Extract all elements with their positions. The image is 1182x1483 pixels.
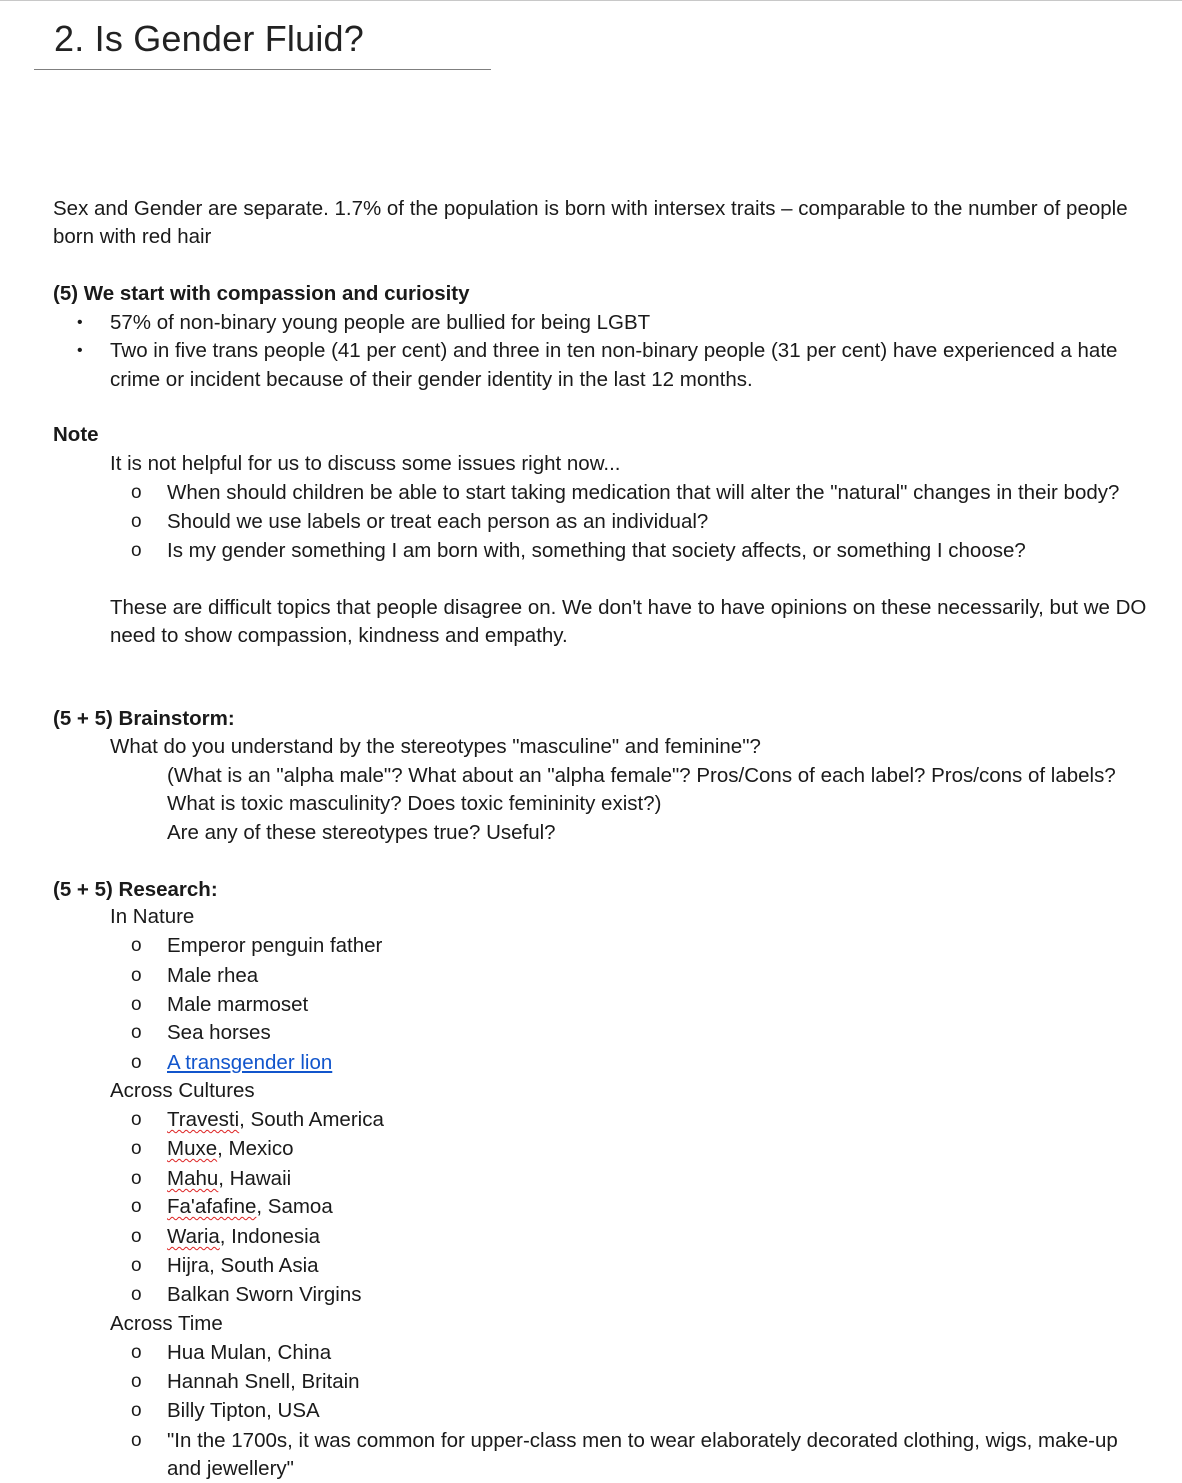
spellcheck-word: Travesti xyxy=(167,1108,240,1131)
culture-item: Travesti, South America xyxy=(167,1108,384,1131)
circle-bullet-icon: o xyxy=(131,1400,142,1421)
transgender-lion-link[interactable]: A transgender lion xyxy=(167,1051,333,1074)
section-heading-note: Note xyxy=(53,423,99,446)
page-title: 2. Is Gender Fluid? xyxy=(54,18,364,59)
bullet-item-continued: crime or incident because of their gender identity in the last 12 months. xyxy=(110,368,753,391)
spellcheck-word: Mahu xyxy=(167,1167,219,1190)
title-underline xyxy=(34,69,491,70)
bullet-item: Two in five trans people (41 per cent) and three in ten non-binary people (31 per cent) have experienced a hate xyxy=(110,339,1118,362)
brainstorm-subquestion: (What is an "alpha male"? What about an "alpha female"? Pros/Cons of each label? Pros/cons of labels? xyxy=(167,764,1116,787)
research-subheading-time: Across Time xyxy=(110,1312,223,1335)
note-item: Is my gender something I am born with, something that society affects, or something I choose? xyxy=(167,539,1026,562)
circle-bullet-icon: o xyxy=(131,965,142,986)
culture-item: Fa'afafine, Samoa xyxy=(167,1195,333,1218)
circle-bullet-icon: o xyxy=(131,1168,142,1189)
section-heading-research: (5 + 5) Research: xyxy=(53,878,218,901)
time-item: Billy Tipton, USA xyxy=(167,1399,320,1422)
culture-item: Hijra, South Asia xyxy=(167,1254,319,1277)
circle-bullet-icon: o xyxy=(131,1196,142,1217)
intro-line: born with red hair xyxy=(53,225,212,248)
circle-bullet-icon: o xyxy=(131,1052,142,1073)
note-intro: It is not helpful for us to discuss some issues right now... xyxy=(110,452,621,475)
intro-line: Sex and Gender are separate. 1.7% of the population is born with intersex traits – comparable to the number of people xyxy=(53,197,1128,220)
circle-bullet-icon: o xyxy=(131,935,142,956)
nature-item: Male marmoset xyxy=(167,993,309,1016)
spellcheck-word: Muxe xyxy=(167,1137,218,1160)
culture-item: Muxe, Mexico xyxy=(167,1137,294,1160)
nature-item: Sea horses xyxy=(167,1021,271,1044)
page-top-border xyxy=(0,0,1182,1)
circle-bullet-icon: o xyxy=(131,1138,142,1159)
bullet-item: 57% of non-binary young people are bullied for being LGBT xyxy=(110,311,651,334)
circle-bullet-icon: o xyxy=(131,1109,142,1130)
nature-item: Emperor penguin father xyxy=(167,934,383,957)
research-subheading-nature: In Nature xyxy=(110,905,195,928)
time-quote-continued: and jewellery" xyxy=(167,1457,294,1480)
note-paragraph: These are difficult topics that people disagree on. We don't have to have opinions on these necessarily, but we DO xyxy=(110,596,1147,619)
culture-item: Waria, Indonesia xyxy=(167,1225,321,1248)
circle-bullet-icon: o xyxy=(131,1255,142,1276)
circle-bullet-icon: o xyxy=(131,1430,142,1451)
brainstorm-subquestion: Are any of these stereotypes true? Useful? xyxy=(167,821,556,844)
circle-bullet-icon: o xyxy=(131,482,142,503)
circle-bullet-icon: o xyxy=(131,1284,142,1305)
circle-bullet-icon: o xyxy=(131,994,142,1015)
circle-bullet-icon: o xyxy=(131,1226,142,1247)
note-item: Should we use labels or treat each person as an individual? xyxy=(167,510,709,533)
bullet-icon: • xyxy=(77,342,83,359)
note-item: When should children be able to start taking medication that will alter the "natural" changes in their body? xyxy=(167,481,1120,504)
section-heading-compassion: (5) We start with compassion and curiosity xyxy=(53,282,470,305)
brainstorm-subquestion: What is toxic masculinity? Does toxic femininity exist?) xyxy=(167,792,662,815)
brainstorm-question: What do you understand by the stereotypes "masculine" and feminine"? xyxy=(110,735,761,758)
nature-item: Male rhea xyxy=(167,964,259,987)
research-subheading-cultures: Across Cultures xyxy=(110,1079,255,1102)
time-item: Hannah Snell, Britain xyxy=(167,1370,360,1393)
spellcheck-word: Fa'afafine xyxy=(167,1195,257,1218)
circle-bullet-icon: o xyxy=(131,1371,142,1392)
circle-bullet-icon: o xyxy=(131,1022,142,1043)
section-heading-brainstorm: (5 + 5) Brainstorm: xyxy=(53,707,235,730)
bullet-icon: • xyxy=(77,314,83,331)
time-quote: "In the 1700s, it was common for upper-class men to wear elaborately decorated clothing, wigs, make-up xyxy=(167,1429,1118,1452)
note-paragraph: need to show compassion, kindness and empathy. xyxy=(110,624,568,647)
spellcheck-word: Waria xyxy=(167,1225,220,1248)
culture-item: Balkan Sworn Virgins xyxy=(167,1283,362,1306)
time-item: Hua Mulan, China xyxy=(167,1341,332,1364)
circle-bullet-icon: o xyxy=(131,540,142,561)
culture-item: Mahu, Hawaii xyxy=(167,1167,292,1190)
circle-bullet-icon: o xyxy=(131,511,142,532)
circle-bullet-icon: o xyxy=(131,1342,142,1363)
